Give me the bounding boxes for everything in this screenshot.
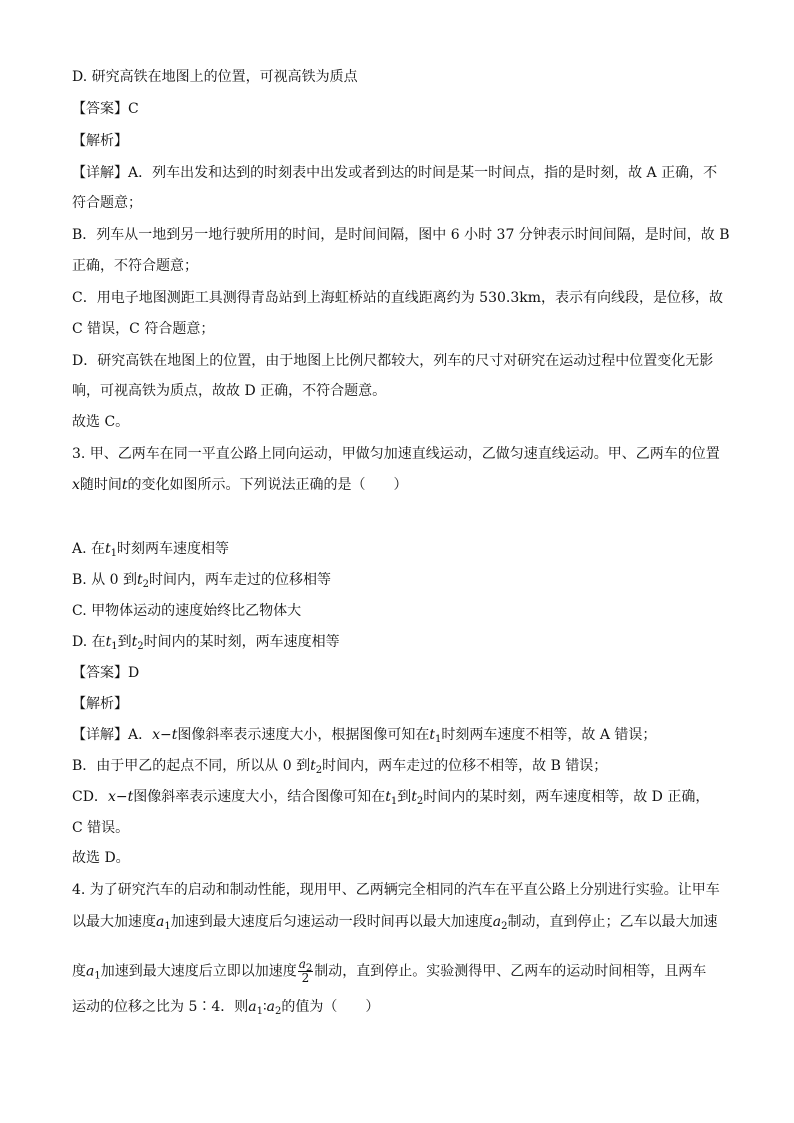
question-4-line2: 以最大加速度$a_1$加速到最大速度后匀速运动一段时间再以最大加速度$a_2$制动，直到停止；乙车以最大加速 [72,914,718,932]
question-4-line3: 度$a_1$加速到最大速度后立即以加速度 $\frac{a_2}{2}$ 制动，直到停止。实验测得甲、乙两车的运动时间相等，且两车 [72,957,707,985]
answer-label: 【答案】C [72,101,139,117]
option-a: A. 在$t_1$时刻两车速度相等 [72,541,230,559]
detail-d-line1: D．研究高铁在地图上的位置，由于地图上比例尺都较大，列车的尺寸对研究在运动过程中位置变化无影 [72,353,714,369]
analysis-label: 【解析】 [72,133,128,149]
detail-c-line1: C．用电子地图测距工具测得青岛站到上海虹桥站的直线距离约为 530.3km，表示有向线段，是位移，故 [72,290,723,306]
option-c: C. 甲物体运动的速度始终比乙物体大 [72,603,302,619]
answer-label-2: 【答案】D [72,665,140,681]
symbol-t: t [121,477,128,493]
symbol-x: x [72,477,80,493]
question-4-line1: 4. 为了研究汽车的启动和制动性能，现用甲、乙两辆完全相同的汽车在平直公路上分别进行实验。让甲车 [72,882,720,898]
detail2-cd-line2: C 错误。 [72,820,130,836]
question-3-line1: 3. 甲、乙两车在同一平直公路上同向运动，甲做匀加速直线运动，乙做匀速直线运动。甲、乙两车的位置 [72,446,720,462]
choice-line-2: 故选 D。 [72,850,130,866]
detail-c-line2: C 错误，C 符合题意； [72,321,215,337]
question-3-line2: x随时间t的变化如图所示。下列说法正确的是（ ） [72,477,408,493]
detail-b-line1: B．列车从一地到另一地行驶所用的时间，是时间间隔，图中 6 小时 37 分钟表示时间间隔，是时间，故 B [72,227,730,243]
fraction-a2-over-2: $\frac{a_2}{2}$ [298,957,313,985]
analysis-label-2: 【解析】 [72,696,128,712]
detail-b-line2: 正确，不符合题意； [72,258,198,274]
detail2-cd-line1: CD．x−t图像斜率表示速度大小，结合图像可知在$t_1$到$t_2$时间内的某时刻，两车速度相等，故 D 正确， [72,789,710,807]
detail2-a: 【详解】A．x−t图像斜率表示速度大小，根据图像可知在$t_1$时刻两车速度不相等，故 A 错误； [72,727,657,745]
detail-a-line2: 符合题意； [72,195,142,211]
question-4-line4: 运动的位移之比为 5∶4．则$a_1∶a_2$的值为（ ） [72,999,380,1017]
detail2-b: B．由于甲乙的起点不同，所以从 0 到$t_2$时间内，两车走过的位移不相等，故 B 错误； [72,758,608,776]
option-d-text: D. 研究高铁在地图上的位置，可视高铁为质点 [72,69,358,85]
detail-a-line1: 【详解】A．列车出发和达到的时刻表中出发或者到达的时间是某一时间点，指的是时刻，故 A 正确，不 [72,165,718,181]
choice-line: 故选 C。 [72,414,130,430]
detail-d-line2: 响，可视高铁为质点，故故 D 正确，不符合题意。 [72,383,387,399]
option-d: D. 在$t_1$到$t_2$时间内的某时刻，两车速度相等 [72,634,340,652]
option-b: B. 从 0 到$t_2$时间内，两车走过的位移相等 [72,572,332,590]
